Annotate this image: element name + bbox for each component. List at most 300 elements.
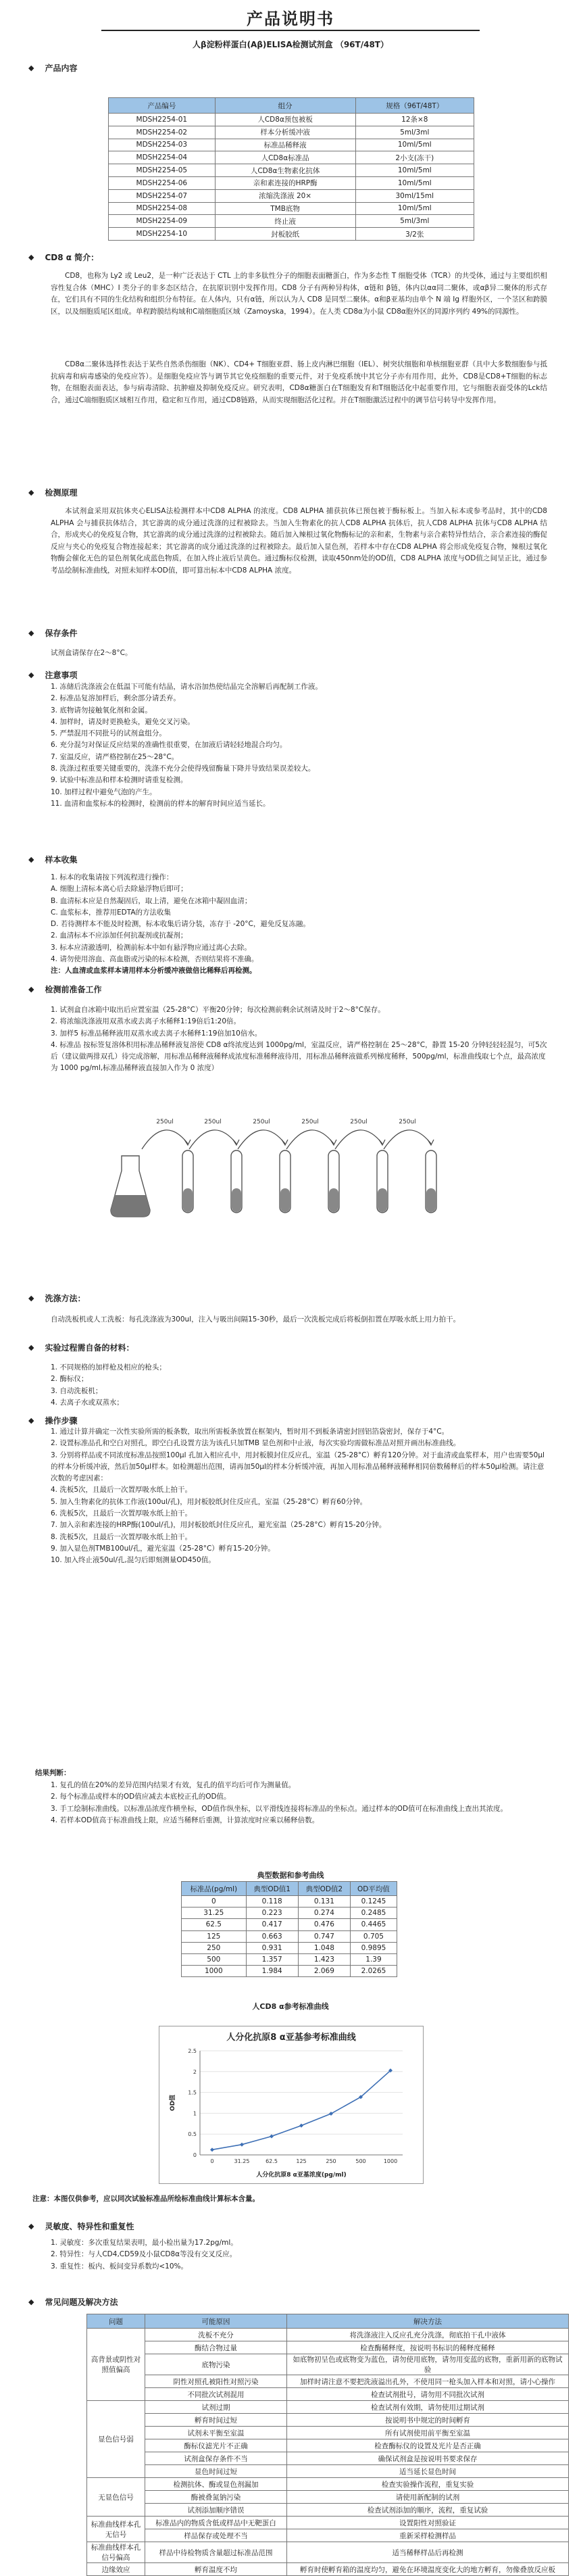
faq-cause-cell: 试剂未平衡至室温	[145, 2427, 287, 2439]
section-heading-principle	[28, 487, 77, 498]
section-heading-notes	[28, 669, 77, 681]
title-rule	[101, 30, 480, 31]
column-header: 可能原因	[145, 2314, 287, 2329]
table-cell: 1.39	[350, 1953, 397, 1965]
table-row	[87, 2439, 569, 2452]
list-item: 7. 加入亲和素连接的HRP酶(100ul/孔)，用封板胶纸封住反应孔，避光室温（25-28°C）孵育15-20分钟。	[51, 1521, 386, 1530]
column-header: 问题	[87, 2314, 145, 2329]
arrow-head-icon	[428, 1140, 434, 1145]
table-cell: 0.476	[298, 1919, 350, 1930]
chart-svg	[159, 2026, 423, 2183]
table-row	[182, 1966, 397, 1977]
arrow-head-icon	[233, 1140, 239, 1145]
section-title: 样本收集	[45, 855, 78, 865]
faq-problem-cell: 边缘效应	[87, 2563, 145, 2576]
table-cell: 62.5	[182, 1919, 247, 1930]
faq-solution-cell: 适当稀释样品后再检测	[287, 2542, 569, 2563]
faq-cause-cell: 不同批次试剂混用	[145, 2388, 287, 2401]
faq-cause-cell: 底物污染	[145, 2354, 287, 2375]
faq-cause-cell: 酶结合物过量	[145, 2341, 287, 2354]
table-cell: 10ml/5ml	[355, 176, 474, 189]
faq-cause-cell: 阴性对照孔被阳性对照污染	[145, 2375, 287, 2388]
table-cell: 亲和素连接的HRP酶	[215, 176, 355, 189]
table-row	[182, 1896, 397, 1907]
faq-solution-cell: 按说明书中规定的时间孵育	[287, 2414, 569, 2427]
table-cell: 0.2485	[350, 1907, 397, 1919]
faq-solution-cell: 请使用新配制的试剂	[287, 2491, 569, 2504]
table-cell: 浓缩洗涤液 20×	[215, 189, 355, 202]
table-cell: 人CD8α预包被板	[215, 114, 355, 126]
table-cell: 125	[182, 1930, 247, 1942]
faq-solution-cell: 将洗涤液注入反应孔充分洗涤，彻底拍干孔中液体	[287, 2329, 569, 2341]
table-row	[87, 2401, 569, 2414]
table-row	[87, 2529, 569, 2542]
data-point	[299, 2124, 303, 2128]
column-header: 标准品(pg/ml)	[182, 1882, 247, 1896]
volume-label: 250ul	[204, 1119, 222, 1125]
list-item: 7. 室温反应，请严格控制在25～28°C。	[51, 752, 179, 761]
faq-cause-cell: 试剂过期	[145, 2401, 287, 2414]
faq-solution-cell: 孵育时使孵育箱的温度均匀，避免在环境温度变化大的地方孵育，勿像叠放反应板	[287, 2563, 569, 2576]
column-header: 典型OD值1	[246, 1882, 298, 1896]
transfer-arrow	[142, 1130, 188, 1149]
table-row	[109, 164, 474, 177]
dilution-tube-icon	[328, 1150, 339, 1213]
faq-problem-cell: 标准曲线样本孔无信号	[87, 2517, 145, 2542]
faq-cause-cell: 试剂添加顺序错误	[145, 2504, 287, 2517]
table-cell: 12条×8	[355, 114, 474, 126]
wash-text: 自动洗板机或人工洗板：每孔洗涤液为300ul，注入与吸出间隔15-30秒，最后一次洗板完成后将板倒扣置在厚吸水纸上用力拍干。	[51, 1315, 461, 1323]
faq-cause-cell: 样品中待检物质含量超过标准品范围	[145, 2542, 287, 2563]
list-item: A. 细胞上清标本离心后去除悬浮物后即可；	[51, 885, 188, 894]
table-cell: 250	[182, 1942, 247, 1953]
faq-problem-cell: 显色信号弱	[87, 2401, 145, 2478]
x-tick-label: 500	[355, 2158, 366, 2164]
table-cell: 31.25	[182, 1907, 247, 1919]
materials-list	[51, 1362, 547, 1409]
table-cell: MDSH2254-01	[109, 114, 216, 126]
data-point	[329, 2112, 333, 2116]
table-row	[87, 2478, 569, 2491]
list-item: 3. 分别将样品或不同浓度标准品按照100μl 孔加入相应孔中，用封板膜封住反应孔，室温（25-28°C）孵育120分钟。对于血清或血浆样本，用户也需要50μl的样本分析缓冲液，然后加50μl样本。如检测超出范围，请再加50μl的样本分析缓冲液，再加入用标准品稀释液稀释相同倍数稀释后的样本50μl检测。请注意次数的考虑因素：	[51, 1451, 545, 1483]
table-cell: MDSH2254-05	[109, 164, 216, 177]
section-title: 产品内容	[45, 64, 78, 73]
list-item: 1. 标本的收集请按下列流程进行操作：	[51, 873, 174, 881]
faq-solution-cell: 所有试剂使用前平衡至室温	[287, 2427, 569, 2439]
diamond-bullet-icon: ◆	[28, 1416, 34, 1425]
y-tick-label: 2	[193, 2068, 197, 2075]
column-header: 规格（96T/48T）	[355, 98, 474, 114]
table-row	[182, 1919, 397, 1930]
section-heading-storage	[28, 627, 77, 639]
section-heading-faq	[28, 2296, 118, 2308]
section-heading-sensitivity	[28, 2220, 134, 2232]
section-title: 检测原理	[45, 488, 78, 497]
table-cell: MDSH2254-04	[109, 151, 216, 164]
section-title: 常见问题及解决方法	[45, 2298, 118, 2307]
section-heading-intro	[28, 251, 99, 263]
sample-list	[51, 872, 547, 977]
faq-cause-cell: 标准品内的物质含低或样品中无靶蛋白	[145, 2517, 287, 2529]
table-row	[109, 215, 474, 228]
table-cell: 1.357	[246, 1953, 298, 1965]
product-table-body	[109, 114, 474, 241]
intro-paragraph-2: CD8α二聚体选择性表达于某些自然杀伤细胞（NK）、CD4+ T细胞亚群、肠上皮内淋巴细胞（IEL）、树突状细胞和单核细胞亚群（具中大多数细胞参与抵抗病毒和病毒感染的免疫应答）。是细胞免疫应答与调节其它免疫细胞的重要元件，对于免疫系统中其它分子亦有用作用，此外，CD8是CD8+T细胞的标志物，在细胞表面表达，参与病毒清除、抗肿瘤及抑制免疫反应。研究表明，CD8α糖蛋白在T细胞发育和T细胞活化中起重要作用，它与细胞表面受体的Lck结合，通过C端细胞质区域相互作用，稳定和互作用，通过CD8链路，从而实现细胞活化过程。并在T细胞激活过程中的调节信号转导中发挥作用。	[51, 360, 547, 404]
y-tick-label: 0.5	[188, 2131, 197, 2138]
table-row	[87, 2354, 569, 2375]
faq-table	[86, 2314, 569, 2576]
list-item: 2. 将浓缩洗涤液用双蒸水或去离子水稀释1:19倍后1:20倍。	[51, 1017, 241, 1026]
section-title: 检测前准备工作	[45, 985, 102, 994]
list-item: 4. 若样本OD值高于标准曲线上限，应适当稀释后重测，计算浓度时应乘以稀释倍数。	[51, 1816, 320, 1824]
faq-solution-cell: 检查试剂批号，请勿用不同批次试剂	[287, 2388, 569, 2401]
table-cell: 2.0265	[350, 1966, 397, 1977]
steps-list	[51, 1426, 547, 1567]
table-cell: MDSH2254-07	[109, 189, 216, 202]
dilution-tube-icon	[377, 1150, 388, 1213]
table-row	[87, 2427, 569, 2439]
product-table-header-row	[109, 98, 474, 114]
table-cell: 0.1245	[350, 1896, 397, 1907]
list-item: 4. 洗板5次，且最后一次置厚吸水纸上拍干。	[51, 1486, 193, 1494]
table-row	[182, 1930, 397, 1942]
list-item: 1. 复孔的值在20%的差异范围内结果才有效，复孔的值平均后可作为测量值。	[51, 1781, 296, 1789]
list-item: 1. 试剂盒自冰箱中取出后应置室温（25-28°C）平衡20分钟；每次检测前剩余试剂请及时于2～8°C保存。	[51, 1006, 385, 1014]
list-item: 10. 加入终止液50ul/孔,混匀后即刻测量OD450值。	[51, 1556, 216, 1565]
table-row	[182, 1953, 397, 1965]
faq-cause-cell: 试剂盒保存条件不当	[145, 2452, 287, 2465]
table-cell: 2.069	[298, 1966, 350, 1977]
section-title: 灵敏度、特异性和重复性	[45, 2222, 134, 2231]
list-item: 5. 加入生物素化的抗体工作液(100ul/孔)，用封板胶纸封住反应孔，室温（25-28°C）孵育60分钟。	[51, 1497, 368, 1506]
list-item: 2. 特异性：与人CD4,CD59及小鼠CD8α等没有交叉反应。	[51, 2250, 237, 2259]
chart-note: 注意：本图仅供参考，应以同次试验标准品所绘标准曲线计算标本含量。	[32, 2195, 259, 2203]
section-title: 实验过程需自备的材料：	[45, 1343, 134, 1353]
table-cell: MDSH2254-10	[109, 228, 216, 241]
section-title: 洗涤方法：	[45, 1294, 86, 1303]
x-tick-label: 0	[210, 2158, 214, 2164]
data-point	[240, 2143, 244, 2147]
y-tick-label: 1.5	[188, 2089, 197, 2096]
list-item: 8. 洗板5次，且最后一次置厚吸水纸上拍干。	[51, 1532, 193, 1541]
dilution-tube-icon	[426, 1150, 436, 1213]
faq-cause-cell: 洗板不充分	[145, 2329, 287, 2341]
list-item: 2. 设置标准品孔和空白对照孔，即空白孔设置方法为该孔只加TMB 显色剂和中止液，每次实验均需做标准品对照并画出标准曲线。	[51, 1439, 461, 1448]
faq-solution-cell: 确保试剂盒是按说明书要求保存	[287, 2452, 569, 2465]
faq-cause-cell: 酶标仪滤光片不正确	[145, 2439, 287, 2452]
table-row	[87, 2452, 569, 2465]
section-title: 保存条件	[45, 629, 78, 638]
arrow-head-icon	[282, 1140, 288, 1145]
volume-label: 250ul	[301, 1119, 319, 1125]
section-heading-steps	[28, 1415, 77, 1426]
table-cell: 10ml/5ml	[355, 139, 474, 151]
table-row	[182, 1942, 397, 1953]
prep-list	[51, 1004, 547, 1075]
transfer-arrow	[189, 1130, 236, 1149]
table-cell: 0.118	[246, 1896, 298, 1907]
table-cell: 标准品稀释液	[215, 139, 355, 151]
faq-solution-cell: 设置阳性对照验证	[287, 2517, 569, 2529]
notes-list	[51, 681, 547, 810]
table-row	[109, 202, 474, 215]
table-cell: 封板胶纸	[215, 228, 355, 241]
section-title: 操作步骤	[45, 1416, 78, 1426]
faq-solution-cell: 如底物初呈色或底物变为蓝色，请勿使用底物，请勿用变蓝的底物，重新用新的底物试验	[287, 2354, 569, 2375]
table-row	[109, 189, 474, 202]
section-title: 注意事项	[45, 671, 78, 680]
list-item: 4. 请勿使用溶血、高血脂或污染的标本检测，否则结果将不准确。	[51, 955, 259, 964]
table-cell: 0.131	[298, 1896, 350, 1907]
section-heading-contents	[28, 62, 77, 74]
table-cell: 0.274	[298, 1907, 350, 1919]
series-line	[212, 2070, 390, 2149]
table-cell: 5ml/3ml	[355, 126, 474, 139]
y-axis-label: OD值	[170, 2094, 176, 2112]
table-row	[109, 139, 474, 151]
table-cell: 1.984	[246, 1966, 298, 1977]
column-header: 产品编号	[109, 98, 216, 114]
table-row	[87, 2414, 569, 2427]
column-header: 解决方法	[287, 2314, 569, 2329]
section-heading-prep	[28, 983, 101, 995]
table-cell: 0.417	[246, 1919, 298, 1930]
list-item: 1. 不同规格的加样枪及相应的枪头；	[51, 1363, 166, 1371]
faq-solution-cell: 检查酶稀释度，按说明书标识的稀释度稀释	[287, 2341, 569, 2354]
table-cell: 1.423	[298, 1953, 350, 1965]
document-subtitle: 人β淀粉样蛋白(Aβ)ELISA检测试剂盒 （96T/48T）	[192, 40, 388, 49]
faq-cause-cell: 检测抗体、酶或显色剂漏加	[145, 2478, 287, 2491]
faq-solution-cell: 检查酶标仪的设置及光片是否正确	[287, 2439, 569, 2452]
table-cell: 0.931	[246, 1942, 298, 1953]
arrow-head-icon	[379, 1140, 385, 1145]
table-cell: 500	[182, 1953, 247, 1965]
list-item: 2. 酶标仪；	[51, 1375, 89, 1384]
arrow-head-icon	[184, 1140, 191, 1145]
y-tick-label: 0	[193, 2152, 197, 2158]
volume-label: 250ul	[156, 1119, 174, 1125]
faq-solution-cell: 适当延长显色时间	[287, 2465, 569, 2478]
transfer-arrow	[286, 1130, 334, 1149]
list-item: 3. 自动洗板机；	[51, 1386, 103, 1395]
section-heading-materials	[28, 1342, 134, 1353]
result-list	[51, 1780, 547, 1826]
table-cell: MDSH2254-09	[109, 215, 216, 228]
table-row	[109, 114, 474, 126]
y-tick-label: 2.5	[188, 2048, 197, 2054]
volume-label: 250ul	[253, 1119, 270, 1125]
storage-text: 试剂盒请保存在2～8°C。	[51, 649, 132, 657]
chart-caption: 人CD8 α参考标准曲线	[252, 2002, 329, 2011]
data-point	[210, 2147, 214, 2152]
list-item: 3. 加样5 标准品稀释液用双蒸水或去离子水稀释1:19倍加10倍水。	[51, 1029, 262, 1038]
table-row	[87, 2517, 569, 2529]
list-item: 3. 重复性：板内、板间变异系数均<10%。	[51, 2262, 188, 2270]
table-row	[87, 2329, 569, 2341]
table-row	[87, 2563, 569, 2576]
diamond-bullet-icon: ◆	[28, 1343, 34, 1352]
faq-cause-cell: 样品保存或处理不当	[145, 2529, 287, 2542]
faq-problem-cell: 标准曲线样本孔信号偏高	[87, 2542, 145, 2563]
table-cell: MDSH2254-06	[109, 176, 216, 189]
table-cell: 2小支(冻干)	[355, 151, 474, 164]
od-table	[181, 1881, 397, 1977]
faq-solution-cell: 检查实验操作流程，重复实验	[287, 2478, 569, 2491]
dilution-tube-icon	[231, 1150, 242, 1213]
table-cell: 终止液	[215, 215, 355, 228]
list-item: 4. 标准品 按标签复溶体积用标准品稀释液复溶使 CD8 α终浓度达到 1000pg/ml，室温反应，请严格控制在 25～28°C，静置 15-20 分钟轻轻轻混匀，可5次后（建议做两排双孔）待完成溶解，用标准品稀释液稀释成浓度标准稀释液待用，用标准品稀释液做系列梯度稀释，500pg/ml，标准曲线取七个点，最高浓度为 1000 pg/ml,标准品稀释液直接加入作为 0 浓度）	[51, 1040, 547, 1073]
table-cell: MDSH2254-02	[109, 126, 216, 139]
transfer-arrow	[238, 1130, 285, 1149]
diamond-bullet-icon: ◆	[28, 253, 34, 262]
y-tick-label: 1	[193, 2110, 197, 2117]
dilution-tube-icon	[182, 1150, 193, 1213]
table-cell: 0.705	[350, 1930, 397, 1942]
table-cell: TMB底物	[215, 202, 355, 215]
list-item: 6. 洗板5次，且最后一次置厚吸水纸上拍干。	[51, 1509, 193, 1518]
list-item: 1. 灵敏度：多次重复结果表明，最小检出量为17.2pg/ml。	[51, 2239, 238, 2247]
section-heading-wash	[28, 1292, 85, 1304]
faq-table-header-row	[87, 2314, 569, 2329]
x-tick-label: 1000	[383, 2158, 398, 2164]
x-tick-label: 125	[296, 2158, 307, 2164]
table-row	[109, 151, 474, 164]
table-cell: 0.663	[246, 1930, 298, 1942]
arrow-head-icon	[330, 1140, 336, 1145]
chart-title: 人分化抗原8 α亚基参考标准曲线	[226, 2033, 356, 2043]
column-header: 典型OD值2	[298, 1882, 350, 1896]
table-cell: 0	[182, 1896, 247, 1907]
list-item: C. 血浆标本，推荐用EDTA的方法收集	[51, 908, 172, 917]
table-cell: 0.223	[246, 1907, 298, 1919]
diamond-bullet-icon: ◆	[28, 629, 34, 637]
od-table-header-row	[182, 1882, 397, 1896]
table-cell: MDSH2254-03	[109, 139, 216, 151]
list-item: 8. 洗涤过程重要关键重要的，洗涤不充分会使得残留酶量下降并导致结果误差较大。	[51, 764, 315, 773]
table-cell: 10ml/5ml	[355, 164, 474, 177]
document-title: 产品说明书	[247, 9, 334, 28]
list-item: 3. 底物请勿接触氧化剂和金属。	[51, 706, 152, 714]
list-item: 9. 试验中标准品和样本检测时请重复检测。	[51, 776, 188, 785]
transfer-arrow	[384, 1130, 431, 1149]
x-tick-label: 31.25	[234, 2158, 250, 2164]
faq-solution-cell: 重新采样检测样品	[287, 2529, 569, 2542]
table-cell: 1.048	[298, 1942, 350, 1953]
list-item: 4. 加样时，请及时更换枪头，避免交叉污染。	[51, 717, 195, 726]
table-row	[109, 126, 474, 139]
list-item: 11. 血清和血浆标本的检测时，检测前的样本的解育时间应适当延长。	[51, 799, 270, 808]
column-header: OD平均值	[350, 1882, 397, 1896]
od-table-caption: 典型数据和参考曲线	[257, 1871, 324, 1880]
list-item: 9. 加入显色剂TMB100ul/孔，避光室温（25-28°C）孵育15-20分钟。	[51, 1544, 275, 1553]
faq-table-body	[87, 2329, 569, 2576]
x-axis-label: 人分化抗原8 α亚基浓度(pg/ml)	[256, 2172, 347, 2179]
table-row	[87, 2388, 569, 2401]
list-item: 6. 充分混匀对保证反应结果的准确性很重要，在加液后请轻轻地混合均匀。	[51, 741, 287, 750]
faq-cause-cell: 孵育温度不均	[145, 2563, 287, 2576]
table-cell: 0.9895	[350, 1942, 397, 1953]
table-cell: 10ml/5ml	[355, 202, 474, 215]
diamond-bullet-icon: ◆	[28, 855, 34, 864]
dilution-tube-icon	[280, 1150, 290, 1213]
diamond-bullet-icon: ◆	[28, 64, 34, 72]
table-cell: 5ml/3ml	[355, 215, 474, 228]
faq-solution-cell: 检查试剂添加的顺序，流程，重复试验	[287, 2504, 569, 2517]
table-cell: MDSH2254-08	[109, 202, 216, 215]
transfer-arrow	[335, 1130, 382, 1149]
faq-cause-cell: 显色时间过短	[145, 2465, 287, 2478]
principle-paragraph: 本试剂盒采用双抗体夹心ELISA法检测样本中CD8 ALPHA 的浓度。CD8 ALPHA 捕获抗体已预包被于酶标板上。当加入标本或参考品时，其中的CD8 ALPHA 会与捕获抗体结合，其它游离的成分通过洗涤的过程被除去。当加入生物素化的抗人CD8 ALPHA 抗体后，抗人CD8 ALPHA 抗体与CD8 ALPHA 结合，形成夹心的免疫复合物，其它游离的成分通过洗涤的过程被除去。随后加入辣根过氧化物酶标记的亲和素，生物素与亲合素特异性结合，亲合素连接的酶促反应与夹心的免疫复合物连接起来；其它游离的成分通过洗涤的过程被除去。最后加入显色剂，若样本中存在CD8 ALPHA 将会形成免疫复合物，辣根过氧化物酶会催化无色的显色剂氧化成蓝色物质，在加入终止液后呈黄色。通过酶标仪检测，读取450nm处的OD值，CD8 ALPHA 浓度与OD值之间呈正比，通过参考品绘制标准曲线，对照未知样本OD值，即可算出标本中CD8 ALPHA 浓度。	[51, 507, 547, 575]
x-tick-label: 62.5	[266, 2158, 278, 2164]
table-row	[87, 2465, 569, 2478]
x-tick-label: 250	[326, 2158, 336, 2164]
diamond-bullet-icon: ◆	[28, 671, 34, 679]
table-cell: 0.747	[298, 1930, 350, 1942]
table-cell: 人CD8α生物素化抗体	[215, 164, 355, 177]
table-row	[109, 228, 474, 241]
list-item: 5. 严禁混用不同批号的试剂盒组分。	[51, 729, 166, 738]
product-table	[108, 97, 474, 241]
list-item: 10. 加样过程中避免气泡的产生。	[51, 787, 157, 796]
result-heading: 结果判断：	[35, 1769, 71, 1777]
diamond-bullet-icon: ◆	[28, 985, 34, 994]
list-item: B. 血清标本应是自然凝固后，取上清，避免在冰箱中凝固血清；	[51, 896, 252, 905]
faq-problem-cell: 高背景或阴性对照值偏高	[87, 2329, 145, 2401]
list-item: 2. 标准品复溶加样后，剩余部分请丢弃。	[51, 694, 180, 703]
faq-solution-cell: 检查试剂有效期，请勿使用过期试剂	[287, 2401, 569, 2414]
stock-flask-icon	[111, 1156, 150, 1217]
table-row	[87, 2542, 569, 2563]
table-cell: 0.4465	[350, 1919, 397, 1930]
table-cell: 人CD8α标准品	[215, 151, 355, 164]
faq-cause-cell: 酶被叠氮钠污染	[145, 2491, 287, 2504]
list-item: 2. 血清标本不应添加任何抗凝剂或抗凝剂；	[51, 931, 188, 940]
faq-solution-cell: 加样时请注意不要把洗液溢出孔外，不使用同一枪头加入样本和对照，请小心操作	[287, 2375, 569, 2388]
diamond-bullet-icon: ◆	[28, 2298, 34, 2306]
column-header: 组分	[215, 98, 355, 114]
table-row	[87, 2504, 569, 2517]
diamond-bullet-icon: ◆	[28, 1294, 34, 1303]
section-heading-sample	[28, 854, 77, 865]
list-item: 4. 去离子水或双蒸水；	[51, 1398, 124, 1407]
od-table-body	[182, 1896, 397, 1977]
table-row	[87, 2491, 569, 2504]
list-item: 3. 手工绘制标准曲线。以标准品浓度作横坐标，OD值作纵坐标，以平滑线连接将标准品的坐标点。通过样本的OD值可在标准曲线上查出其浓度。	[51, 1804, 508, 1813]
list-item: 注：人血清或血浆样本请用样本分析缓冲液做倍比稀释后再检测。	[51, 967, 257, 975]
sensitivity-list	[51, 2237, 547, 2273]
table-row	[182, 1907, 397, 1919]
faq-cause-cell: 孵育时间过短	[145, 2414, 287, 2427]
volume-label: 250ul	[399, 1119, 416, 1125]
list-item: 1. 冻储后洗涤液会在低温下可能有结晶，请水浴加热使结晶完全溶解后再配制工作液。	[51, 683, 322, 691]
standard-curve-chart	[159, 2026, 424, 2184]
table-row	[87, 2375, 569, 2388]
dilution-diagram	[108, 1109, 486, 1237]
section-title: CD8 α 简介：	[45, 253, 99, 262]
list-item: 3. 标本应清澈透明，检测前标本中如有悬浮物应通过离心去除。	[51, 943, 251, 952]
diamond-bullet-icon: ◆	[28, 2222, 34, 2231]
table-row	[87, 2341, 569, 2354]
table-cell: 样本分析缓冲液	[215, 126, 355, 139]
table-cell: 3/2张	[355, 228, 474, 241]
volume-label: 250ul	[350, 1119, 368, 1125]
faq-problem-cell: 无显色信号	[87, 2478, 145, 2517]
table-cell: 30ml/15ml	[355, 189, 474, 202]
list-item: D. 若待测样本不能及时检测，标本收集后请分装，冻存于 -20°C，避免反复冻融。	[51, 920, 310, 929]
table-cell: 1000	[182, 1966, 247, 1977]
list-item: 1. 通过计算并确定一次性实验所需的板条数，取出所需板条放置在框架内，暂时用不到板条请密封回铝箔袋密封，保存于4°C。	[51, 1428, 449, 1436]
table-row	[109, 176, 474, 189]
